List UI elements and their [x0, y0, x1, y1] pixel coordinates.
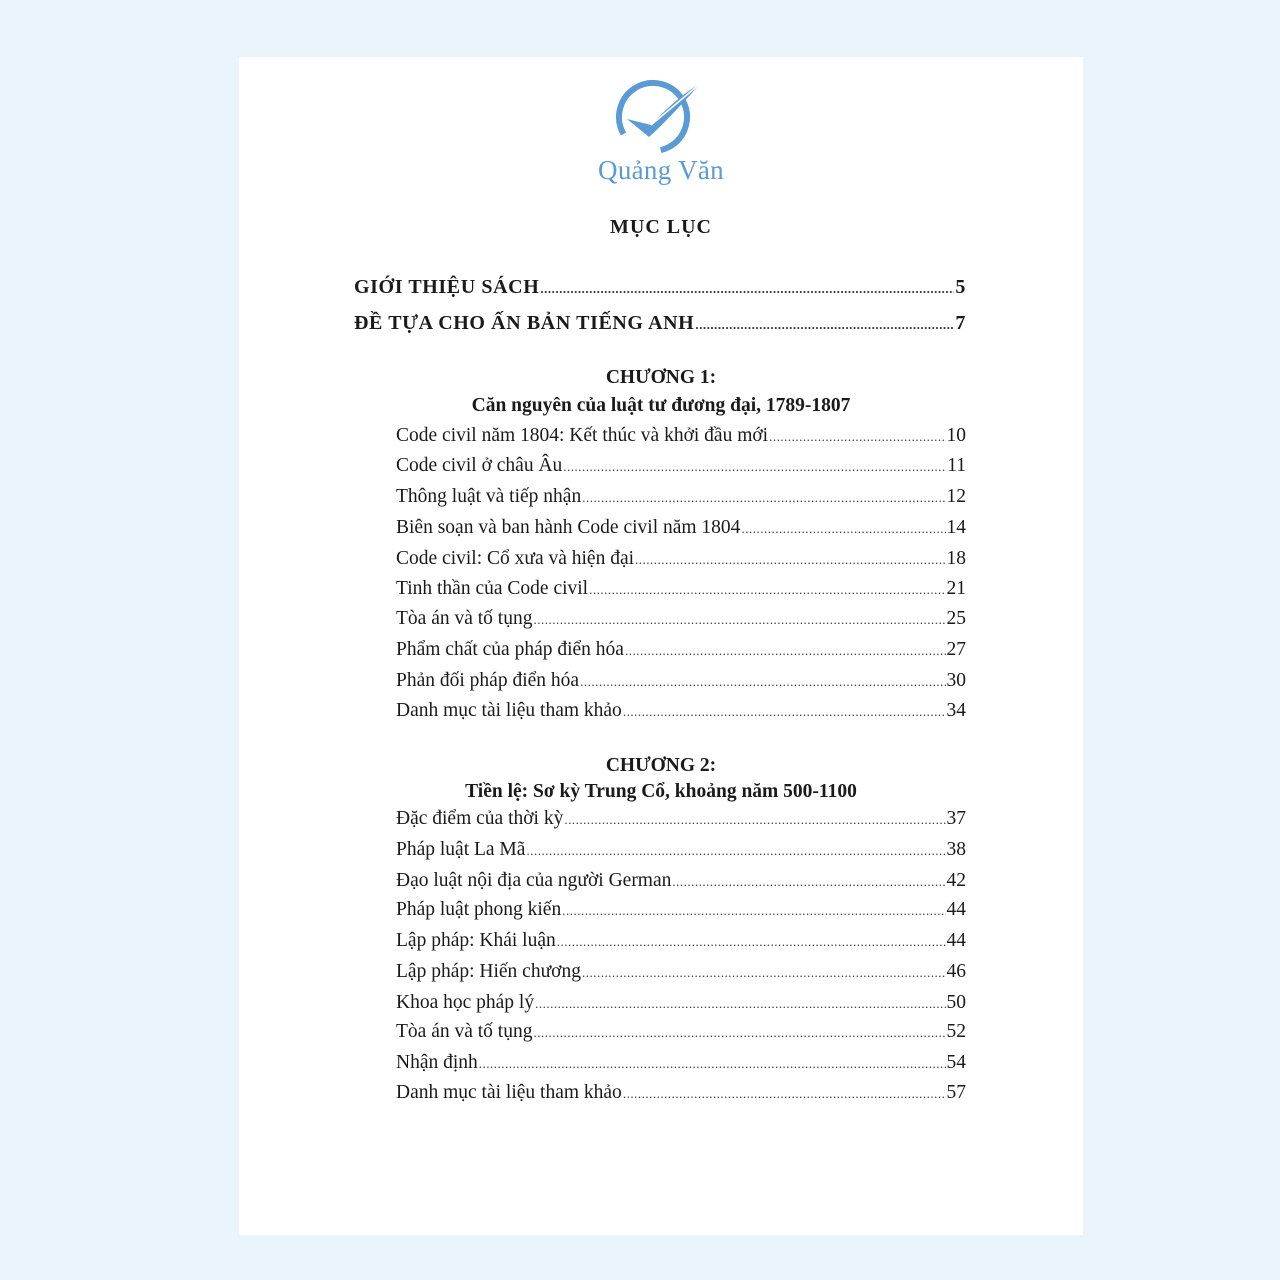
- toc-entry: [396, 608, 966, 630]
- dot-leader: [562, 903, 945, 919]
- dot-leader: [769, 429, 945, 445]
- toc-entry-label: Phản đối pháp điển hóa: [396, 670, 580, 691]
- toc-entry-label: ĐỀ TỰA CHO ẤN BẢN TIẾNG ANH: [354, 312, 695, 334]
- toc-entry-page: 37: [946, 808, 966, 829]
- toc-entry: [354, 312, 966, 335]
- toc-entry-page: 38: [946, 839, 966, 860]
- dot-leader: [741, 521, 945, 537]
- toc-entry-label: Pháp luật La Mã: [396, 839, 526, 860]
- toc-entry-label: Lập pháp: Hiến chương: [396, 961, 581, 982]
- dot-leader: [635, 552, 945, 568]
- toc-entry-page: 44: [946, 930, 966, 951]
- toc-entry-page: 12: [946, 486, 966, 507]
- toc-entry-label: Thông luật và tiếp nhận: [396, 486, 582, 507]
- dot-leader: [564, 812, 945, 828]
- dot-leader: [580, 674, 945, 690]
- toc-entry-page: 30: [946, 670, 966, 691]
- toc-entry: [396, 1082, 966, 1104]
- toc-entry-label: Phẩm chất của pháp điển hóa: [396, 639, 624, 660]
- toc-entry-page: 5: [955, 276, 966, 298]
- dot-leader: [582, 490, 945, 506]
- toc-entry-label: GIỚI THIỆU SÁCH: [354, 276, 540, 298]
- chapter-title: Căn nguyên của luật tư đương đại, 1789-1807: [471, 395, 851, 416]
- dot-leader: [582, 965, 946, 981]
- toc-entry-label: Nhận định: [396, 1052, 478, 1073]
- dot-leader: [672, 874, 945, 890]
- toc-entry-label: Tinh thần của Code civil: [396, 578, 589, 599]
- toc-entry-page: 10: [946, 425, 966, 446]
- toc-entry: [396, 930, 966, 952]
- toc-entry: [396, 700, 966, 722]
- toc-entry-label: Lập pháp: Khái luận: [396, 930, 556, 951]
- toc-entry-page: 34: [946, 700, 966, 721]
- toc-entry: [396, 899, 966, 921]
- toc-entry: [354, 276, 966, 299]
- toc-entry-page: 52: [946, 1021, 966, 1042]
- toc-entry: [396, 1052, 966, 1074]
- toc-entry-page: 14: [946, 517, 966, 538]
- toc-entry-label: Biên soạn và ban hành Code civil năm 1804: [396, 517, 741, 538]
- dot-leader: [623, 1086, 946, 1102]
- dot-leader: [589, 582, 945, 598]
- toc-entry-label: Code civil năm 1804: Kết thúc và khởi đầu mới: [396, 425, 769, 446]
- toc-entry: [396, 670, 966, 692]
- toc-entry-label: Đạo luật nội địa của người German: [396, 870, 672, 891]
- dot-leader: [557, 934, 946, 950]
- toc-entry-page: 44: [946, 899, 966, 920]
- dot-leader: [623, 704, 946, 720]
- dot-leader: [695, 317, 954, 333]
- toc-entry-page: 27: [946, 639, 966, 660]
- toc-entry: [396, 639, 966, 661]
- toc-entry: [396, 1021, 966, 1043]
- toc-entry: [396, 455, 966, 477]
- toc-entry-label: Danh mục tài liệu tham khảo: [396, 1082, 622, 1103]
- toc-entry-label: Tòa án và tố tụng: [396, 608, 533, 629]
- toc-entry: [396, 578, 966, 600]
- toc-entry-label: Pháp luật phong kiến: [396, 899, 562, 920]
- toc-entry: [396, 808, 966, 830]
- toc-entry-page: 57: [946, 1082, 966, 1103]
- dot-leader: [625, 643, 946, 659]
- toc-entry-page: 42: [946, 870, 966, 891]
- toc-title: MỤC LỤC: [610, 216, 712, 238]
- toc-entry-page: 46: [946, 961, 966, 982]
- toc-entry-label: Khoa học pháp lý: [396, 992, 535, 1013]
- chapter-title: Tiền lệ: Sơ kỳ Trung Cổ, khoảng năm 500-1100: [465, 781, 857, 802]
- quill-check-icon: [611, 75, 711, 155]
- toc-entry: [396, 992, 966, 1014]
- dot-leader: [535, 996, 945, 1012]
- toc-entry: [396, 839, 966, 861]
- toc-entry-label: Danh mục tài liệu tham khảo: [396, 700, 622, 721]
- toc-entry: [396, 425, 966, 447]
- toc-entry-page: 25: [946, 608, 966, 629]
- dot-leader: [540, 281, 954, 297]
- book-page: [239, 57, 1083, 1235]
- toc-entry-page: 18: [946, 548, 966, 569]
- dot-leader: [563, 459, 946, 475]
- toc-entry: [396, 486, 966, 508]
- dot-leader: [479, 1056, 946, 1072]
- toc-entry-label: Đặc điểm của thời kỳ: [396, 808, 564, 829]
- toc-entry-label: Code civil ở châu Âu: [396, 455, 563, 476]
- toc-entry: [396, 548, 966, 570]
- toc-entry-page: 11: [947, 455, 966, 476]
- dot-leader: [526, 843, 945, 859]
- toc-entry: [396, 961, 966, 983]
- chapter-heading: CHƯƠNG 2:: [605, 755, 717, 776]
- toc-entry-page: 21: [946, 578, 966, 599]
- toc-entry-page: 7: [955, 312, 966, 334]
- toc-entry-page: 54: [946, 1052, 966, 1073]
- toc-entry: [396, 870, 966, 892]
- publisher-logo: [239, 75, 1083, 186]
- publisher-name: Quảng Văn: [598, 155, 724, 185]
- toc-entry: [396, 517, 966, 539]
- dot-leader: [533, 1025, 945, 1041]
- toc-entry-label: Code civil: Cổ xưa và hiện đại: [396, 548, 635, 569]
- toc-entry-label: Tòa án và tố tụng: [396, 1021, 533, 1042]
- toc-entry-page: 50: [946, 992, 966, 1013]
- chapter-heading: CHƯƠNG 1:: [605, 367, 717, 388]
- dot-leader: [533, 612, 945, 628]
